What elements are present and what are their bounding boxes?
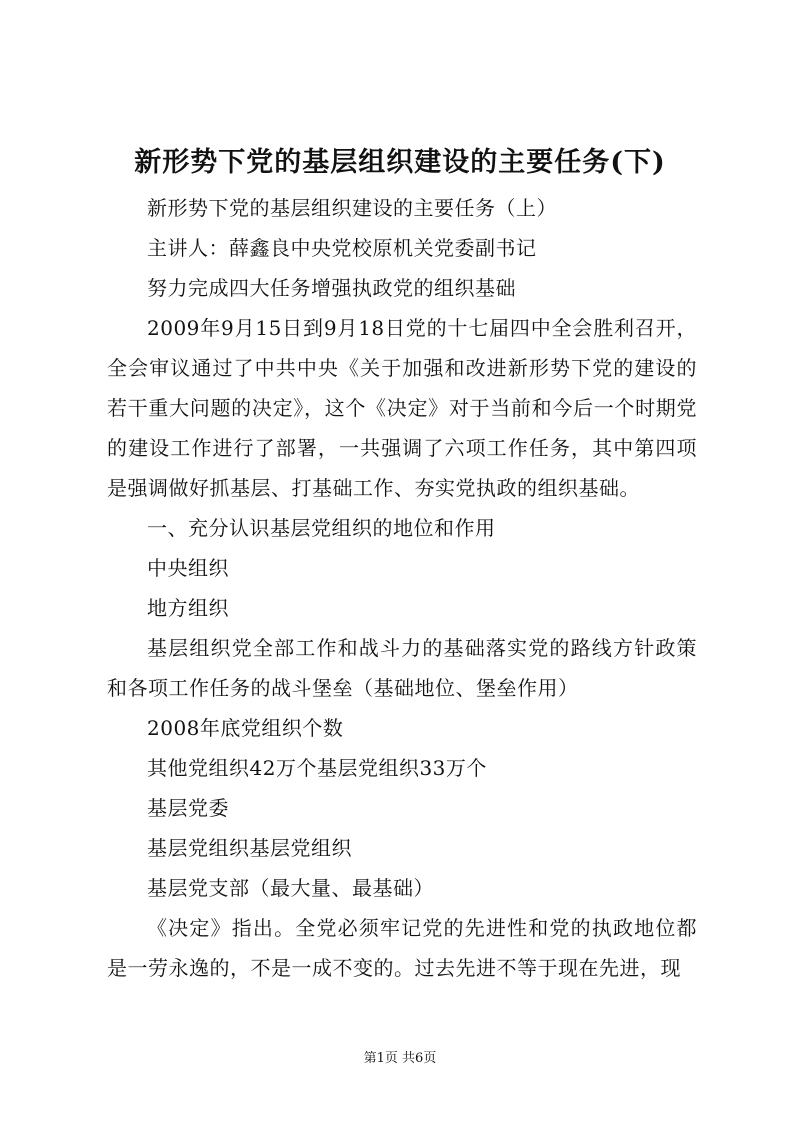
paragraph: 主讲人：薛鑫良中央党校原机关党委副书记 — [147, 236, 537, 260]
paragraph: 基层党委 — [147, 796, 229, 820]
paragraph: 基层党支部（最大量、最基础） — [147, 876, 434, 900]
paragraph: 中央组织 — [147, 556, 229, 580]
document-title: 新形势下党的基层组织建设的主要任务(下) — [134, 147, 666, 178]
paragraph: 基层组织党全部工作和战斗力的基础落实党的路线方针政策和各项工作任务的战斗堡垒（基础地位、堡垒作用） — [107, 636, 697, 700]
page-number-label: 第1页 共6页 — [363, 1051, 437, 1066]
paragraph: 新形势下党的基层组织建设的主要任务（上） — [147, 196, 557, 220]
page-footer — [0, 1047, 800, 1066]
paragraph: 努力完成四大任务增强执政党的组织基础 — [147, 276, 516, 300]
paragraph: 2008年底党组织个数 — [147, 716, 344, 740]
document-body — [107, 188, 697, 988]
paragraph: 2009年9月15日到9月18日党的十七届四中全会胜利召开，全会审议通过了中共中央《关于加强和改进新形势下党的建设的若干重大问题的决定》，这个《决定》对于当前和今后一个时期党的建设工作进行了部署，一共强调了六项工作任务，其中第四项是强调做好抓基层、打基础工作、夯实党执政的组织基础。 — [107, 316, 697, 500]
paragraph: 《决定》指出。全党必须牢记党的先进性和党的执政地位都是一劳永逸的，不是一成不变的。过去先进不等于现在先进，现 — [107, 916, 697, 980]
paragraph: 地方组织 — [147, 596, 229, 620]
paragraph: 其他党组织42万个基层党组织33万个 — [147, 756, 487, 780]
paragraph: 一、充分认识基层党组织的地位和作用 — [147, 516, 496, 540]
paragraph: 基层党组织基层党组织 — [147, 836, 352, 860]
